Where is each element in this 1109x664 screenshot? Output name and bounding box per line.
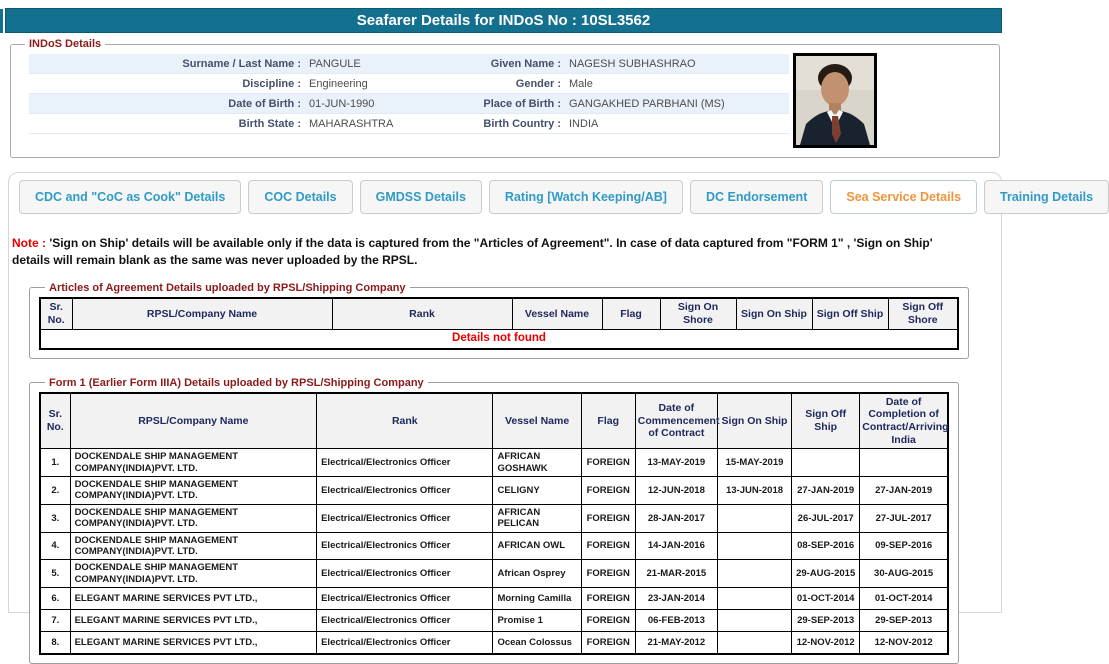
table-cell: 29-SEP-2013 bbox=[860, 610, 948, 632]
details-not-found-message: Details not found bbox=[40, 330, 958, 349]
table-row bbox=[40, 504, 948, 532]
table-cell: 1. bbox=[40, 449, 70, 477]
table-cell: DOCKENDALE SHIP MANAGEMENT COMPANY(INDIA)PVT. LTD. bbox=[70, 504, 317, 532]
empty-message-row bbox=[40, 330, 958, 349]
column-header: Sr. No. bbox=[40, 298, 72, 330]
table-cell: ELEGANT MARINE SERVICES PVT LTD., bbox=[70, 632, 317, 654]
table-cell: 7. bbox=[40, 610, 70, 632]
discipline-value: Engineering bbox=[309, 77, 368, 90]
gender-label: Gender : bbox=[515, 77, 561, 90]
table-cell: 6. bbox=[40, 588, 70, 610]
table-cell: 29-SEP-2013 bbox=[792, 610, 860, 632]
articles-of-agreement-table bbox=[39, 297, 959, 350]
table-cell bbox=[717, 632, 791, 654]
table-cell: 26-JUL-2017 bbox=[792, 504, 860, 532]
table-cell: 15-MAY-2019 bbox=[717, 449, 791, 477]
table-cell: 09-SEP-2016 bbox=[860, 532, 948, 560]
table-row bbox=[40, 532, 948, 560]
table-cell bbox=[717, 560, 791, 588]
table-cell: 13-JUN-2018 bbox=[717, 477, 791, 505]
tab-bar bbox=[9, 173, 1094, 214]
table-cell: 01-OCT-2014 bbox=[860, 588, 948, 610]
table-cell: 14-JAN-2016 bbox=[635, 532, 717, 560]
window-edge-strip bbox=[0, 9, 3, 33]
seafarer-photo bbox=[793, 53, 877, 148]
table-cell: 3. bbox=[40, 504, 70, 532]
table-cell: DOCKENDALE SHIP MANAGEMENT COMPANY(INDIA)PVT. LTD. bbox=[70, 477, 317, 505]
table-cell: Promise 1 bbox=[493, 610, 581, 632]
table-cell: AFRICAN GOSHAWK bbox=[493, 449, 581, 477]
column-header: Rank bbox=[317, 393, 493, 449]
tab-cdc-coc-as-cook-details[interactable]: CDC and "CoC as Cook" Details bbox=[19, 180, 241, 214]
indos-row bbox=[29, 114, 789, 134]
table-cell: ELEGANT MARINE SERVICES PVT LTD., bbox=[70, 588, 317, 610]
column-header: Sign Off Shore bbox=[888, 298, 958, 330]
table-cell: Ocean Colossus bbox=[493, 632, 581, 654]
table-row bbox=[40, 560, 948, 588]
discipline-label: Discipline : bbox=[242, 77, 301, 90]
table-cell: 01-OCT-2014 bbox=[792, 588, 860, 610]
table-cell: 28-JAN-2017 bbox=[635, 504, 717, 532]
table-cell: 27-JAN-2019 bbox=[792, 477, 860, 505]
table-cell: 13-MAY-2019 bbox=[635, 449, 717, 477]
table-cell: Electrical/Electronics Officer bbox=[317, 560, 493, 588]
table-cell: DOCKENDALE SHIP MANAGEMENT COMPANY(INDIA)PVT. LTD. bbox=[70, 532, 317, 560]
note-prefix: Note : bbox=[12, 236, 46, 250]
table-cell: Morning Camilla bbox=[493, 588, 581, 610]
table-cell: FOREIGN bbox=[581, 449, 635, 477]
column-header: Flag bbox=[602, 298, 660, 330]
table-row bbox=[40, 588, 948, 610]
given-name-label: Given Name : bbox=[490, 57, 561, 70]
column-header: Date of Completion of Contract/Arriving India bbox=[860, 393, 948, 449]
table-cell bbox=[717, 532, 791, 560]
column-header: Sign On Ship bbox=[736, 298, 812, 330]
table-row bbox=[40, 632, 948, 654]
place-of-birth-value: GANGAKHED PARBHANI (MS) bbox=[569, 97, 725, 110]
table-cell: FOREIGN bbox=[581, 610, 635, 632]
sign-on-ship-note bbox=[12, 235, 956, 269]
table-row bbox=[40, 477, 948, 505]
table-cell: Electrical/Electronics Officer bbox=[317, 532, 493, 560]
column-header: Sign Off Ship bbox=[792, 393, 860, 449]
table-cell: Electrical/Electronics Officer bbox=[317, 610, 493, 632]
table-cell: ELEGANT MARINE SERVICES PVT LTD., bbox=[70, 610, 317, 632]
birth-country-label: Birth Country : bbox=[483, 117, 561, 130]
table-row bbox=[40, 610, 948, 632]
table-cell bbox=[792, 449, 860, 477]
table-cell: Electrical/Electronics Officer bbox=[317, 504, 493, 532]
indos-row bbox=[29, 74, 789, 94]
column-header: Flag bbox=[581, 393, 635, 449]
table-cell: FOREIGN bbox=[581, 504, 635, 532]
indos-details-legend: INDoS Details bbox=[29, 38, 102, 50]
column-header: RPSL/Company Name bbox=[72, 298, 332, 330]
tab-content-panel bbox=[8, 172, 1094, 648]
seafarer-portrait-graphic bbox=[796, 56, 874, 145]
tab-gmdss-details[interactable]: GMDSS Details bbox=[360, 180, 482, 214]
column-header: Sign Off Ship bbox=[812, 298, 888, 330]
form1-details-fieldset bbox=[29, 377, 959, 664]
table-cell: Electrical/Electronics Officer bbox=[317, 632, 493, 654]
table-cell: 27-JUL-2017 bbox=[860, 504, 948, 532]
table-cell: 2. bbox=[40, 477, 70, 505]
form1-table-body bbox=[40, 449, 948, 654]
table-cell: 12-NOV-2012 bbox=[792, 632, 860, 654]
column-header: Vessel Name bbox=[493, 393, 581, 449]
table-cell: FOREIGN bbox=[581, 588, 635, 610]
table-cell: DOCKENDALE SHIP MANAGEMENT COMPANY(INDIA)PVT. LTD. bbox=[70, 449, 317, 477]
table-cell: Electrical/Electronics Officer bbox=[317, 449, 493, 477]
table-cell: FOREIGN bbox=[581, 532, 635, 560]
form1-details-table bbox=[39, 392, 949, 655]
indos-details-rows bbox=[29, 54, 789, 134]
tab-training-details[interactable]: Training Details bbox=[984, 180, 1109, 214]
articles-header-row bbox=[40, 298, 958, 330]
table-cell: Electrical/Electronics Officer bbox=[317, 477, 493, 505]
table-cell: 06-FEB-2013 bbox=[635, 610, 717, 632]
table-cell: 5. bbox=[40, 560, 70, 588]
table-cell: 08-SEP-2016 bbox=[792, 532, 860, 560]
table-cell: 29-AUG-2015 bbox=[792, 560, 860, 588]
table-cell bbox=[860, 449, 948, 477]
table-cell: 23-JAN-2014 bbox=[635, 588, 717, 610]
form1-header-row bbox=[40, 393, 948, 449]
table-cell bbox=[717, 504, 791, 532]
table-cell: 12-JUN-2018 bbox=[635, 477, 717, 505]
table-cell: 12-NOV-2012 bbox=[860, 632, 948, 654]
table-cell: African Osprey bbox=[493, 560, 581, 588]
date-of-birth-value: 01-JUN-1990 bbox=[309, 97, 375, 110]
surname-value: PANGULE bbox=[309, 57, 361, 70]
gender-value: Male bbox=[569, 77, 593, 90]
indos-row bbox=[29, 54, 789, 74]
table-cell: 8. bbox=[40, 632, 70, 654]
table-cell: AFRICAN PELICAN bbox=[493, 504, 581, 532]
column-header: Sr. No. bbox=[40, 393, 70, 449]
table-cell: FOREIGN bbox=[581, 560, 635, 588]
table-cell: DOCKENDALE SHIP MANAGEMENT COMPANY(INDIA)PVT. LTD. bbox=[70, 560, 317, 588]
column-header: RPSL/Company Name bbox=[70, 393, 317, 449]
table-cell: Electrical/Electronics Officer bbox=[317, 588, 493, 610]
articles-of-agreement-fieldset bbox=[29, 282, 969, 359]
table-cell: 30-AUG-2015 bbox=[860, 560, 948, 588]
column-header: Sign On Ship bbox=[717, 393, 791, 449]
birth-country-value: INDIA bbox=[569, 117, 599, 130]
table-cell: 21-MAY-2012 bbox=[635, 632, 717, 654]
column-header: Date of Commencement of Contract bbox=[635, 393, 717, 449]
page-title: Seafarer Details for INDoS No : 10SL3562 bbox=[5, 8, 1002, 33]
tab-coc-details[interactable]: COC Details bbox=[248, 180, 352, 214]
birth-state-label: Birth State : bbox=[238, 117, 301, 130]
articles-of-agreement-legend: Articles of Agreement Details uploaded by RPSL/Shipping Company bbox=[49, 281, 406, 294]
table-cell: CELIGNY bbox=[493, 477, 581, 505]
table-row bbox=[40, 449, 948, 477]
surname-label: Surname / Last Name : bbox=[182, 57, 301, 70]
column-header: Rank bbox=[332, 298, 512, 330]
tab-sea-service-details[interactable]: Sea Service Details bbox=[830, 180, 977, 214]
table-cell: 4. bbox=[40, 532, 70, 560]
table-cell: FOREIGN bbox=[581, 477, 635, 505]
form1-details-legend: Form 1 (Earlier Form IIIA) Details uploaded by RPSL/Shipping Company bbox=[49, 376, 424, 389]
note-body: 'Sign on Ship' details will be available only if the data is captured from the "Articles of Agreement". In case of data captured from "FORM 1" , 'Sign on Ship' details will remain blank as the same was never uploaded by the RPSL. bbox=[12, 236, 933, 267]
given-name-value: NAGESH SUBHASHRAO bbox=[569, 57, 696, 70]
birth-state-value: MAHARASHTRA bbox=[309, 117, 394, 130]
date-of-birth-label: Date of Birth : bbox=[228, 97, 301, 110]
place-of-birth-label: Place of Birth : bbox=[483, 97, 561, 110]
table-cell: AFRICAN OWL bbox=[493, 532, 581, 560]
table-cell: 21-MAR-2015 bbox=[635, 560, 717, 588]
table-cell: 27-JAN-2019 bbox=[860, 477, 948, 505]
column-header: Vessel Name bbox=[512, 298, 602, 330]
tab-rating-watch-keeping-ab[interactable]: Rating [Watch Keeping/AB] bbox=[489, 180, 683, 214]
column-header: Sign On Shore bbox=[660, 298, 736, 330]
table-cell bbox=[717, 610, 791, 632]
table-cell: FOREIGN bbox=[581, 632, 635, 654]
tab-dc-endorsement[interactable]: DC Endorsement bbox=[690, 180, 823, 214]
indos-row bbox=[29, 94, 789, 114]
table-cell bbox=[717, 588, 791, 610]
